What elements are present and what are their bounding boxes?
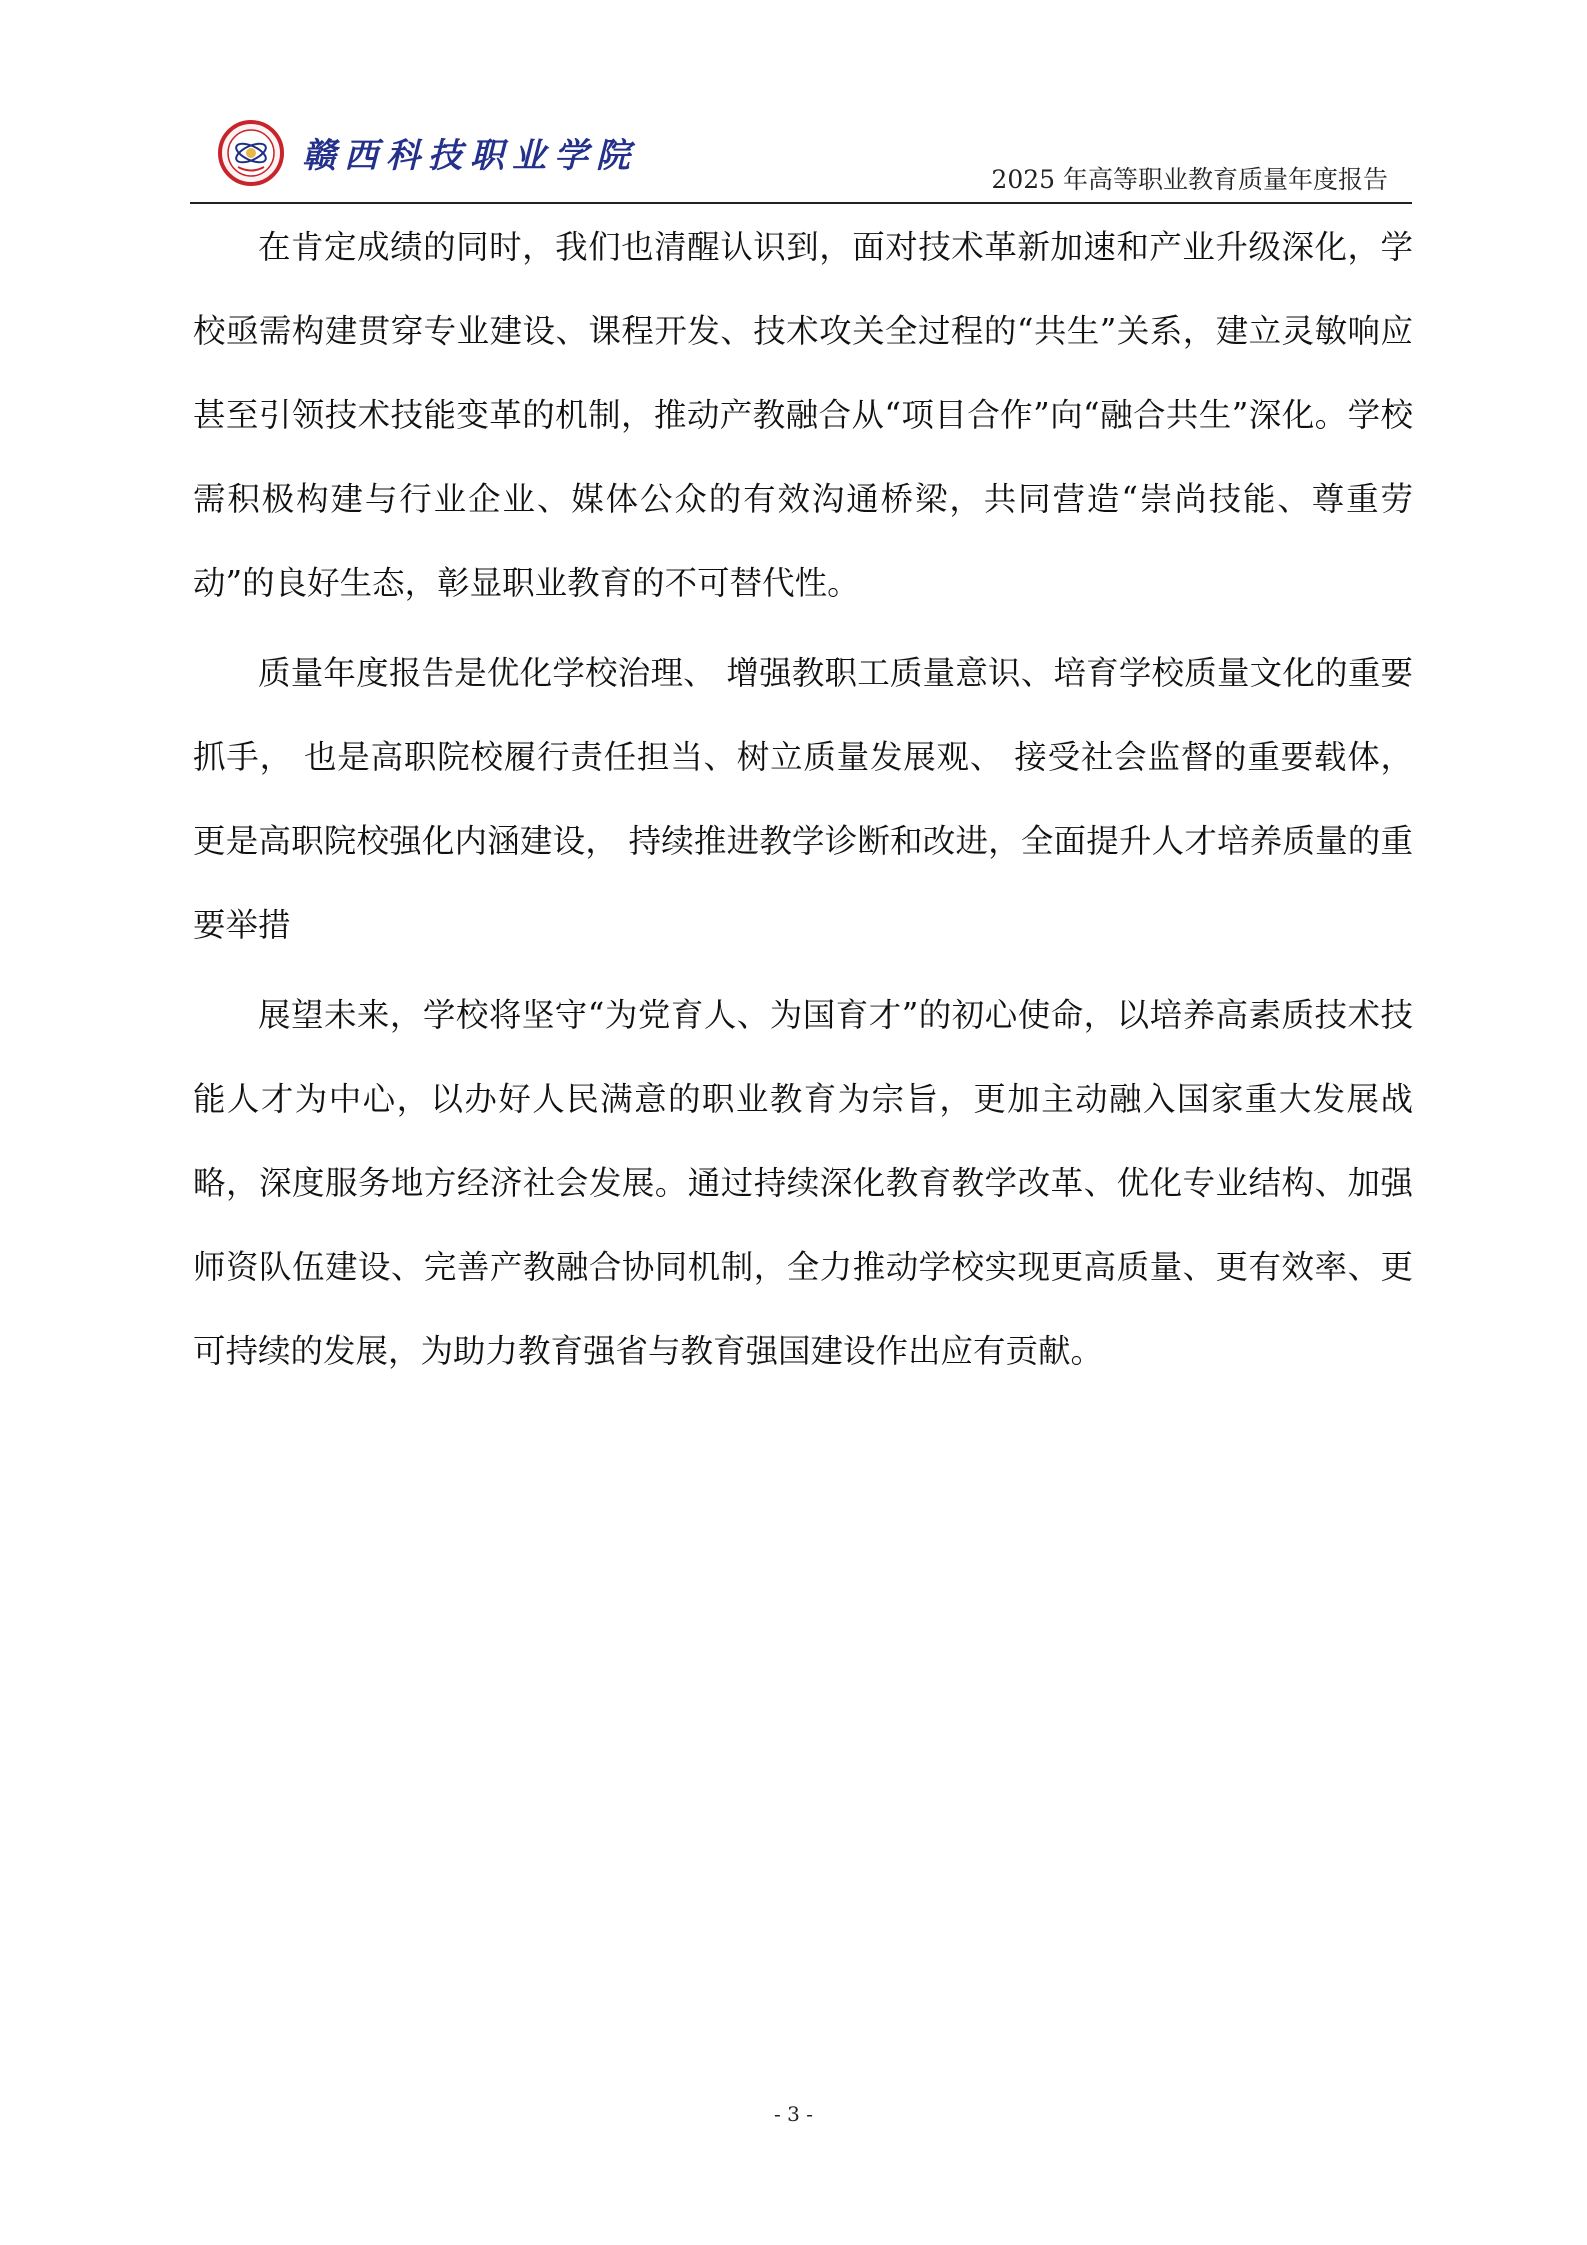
page-header [190, 110, 1412, 204]
school-seal-icon [218, 120, 284, 186]
paragraph: 在肯定成绩的同时，我们也清醒认识到，面对技术革新加速和产业升级深化，学校亟需构建贯穿专业建设、课程开发、技术攻关全过程的“共生”关系，建立灵敏响应甚至引领技术技能变革的机制，推动产教融合从“项目合作”向“融合共生”深化。学校需积极构建与行业企业、媒体公众的有效沟通桥梁，共同营造“崇尚技能、尊重劳动”的良好生态，彰显职业教育的不可替代性。 [193, 228, 1413, 602]
body-text [193, 205, 1413, 1399]
paragraph: 展望未来，学校将坚守“为党育人、为国育才”的初心使命，以培养高素质技术技能人才为中心，以办好人民满意的职业教育为宗旨，更加主动融入国家重大发展战略，深度服务地方经济社会发展。通过持续深化教育教学改革、优化专业结构、加强师资队伍建设、完善产教融合协同机制，全力推动学校实现更高质量、更有效率、更可持续的发展，为助力教育强省与教育强国建设作出应有贡献。 [193, 996, 1413, 1370]
report-title: 2025 年高等职业教育质量年度报告 [991, 165, 1388, 194]
page-number: - 3 - [774, 2102, 813, 2126]
school-name-logo: 赣西科技职业学院 [302, 136, 638, 176]
paragraph: 质量年度报告是优化学校治理、 增强教职工质量意识、培育学校质量文化的重要抓手， 也是高职院校履行责任担当、树立质量发展观、 接受社会监督的重要载体，更是高职院校强化内涵建设， 持续推进教学诊断和改进，全面提升人才培养质量的重要举措 [193, 654, 1413, 944]
